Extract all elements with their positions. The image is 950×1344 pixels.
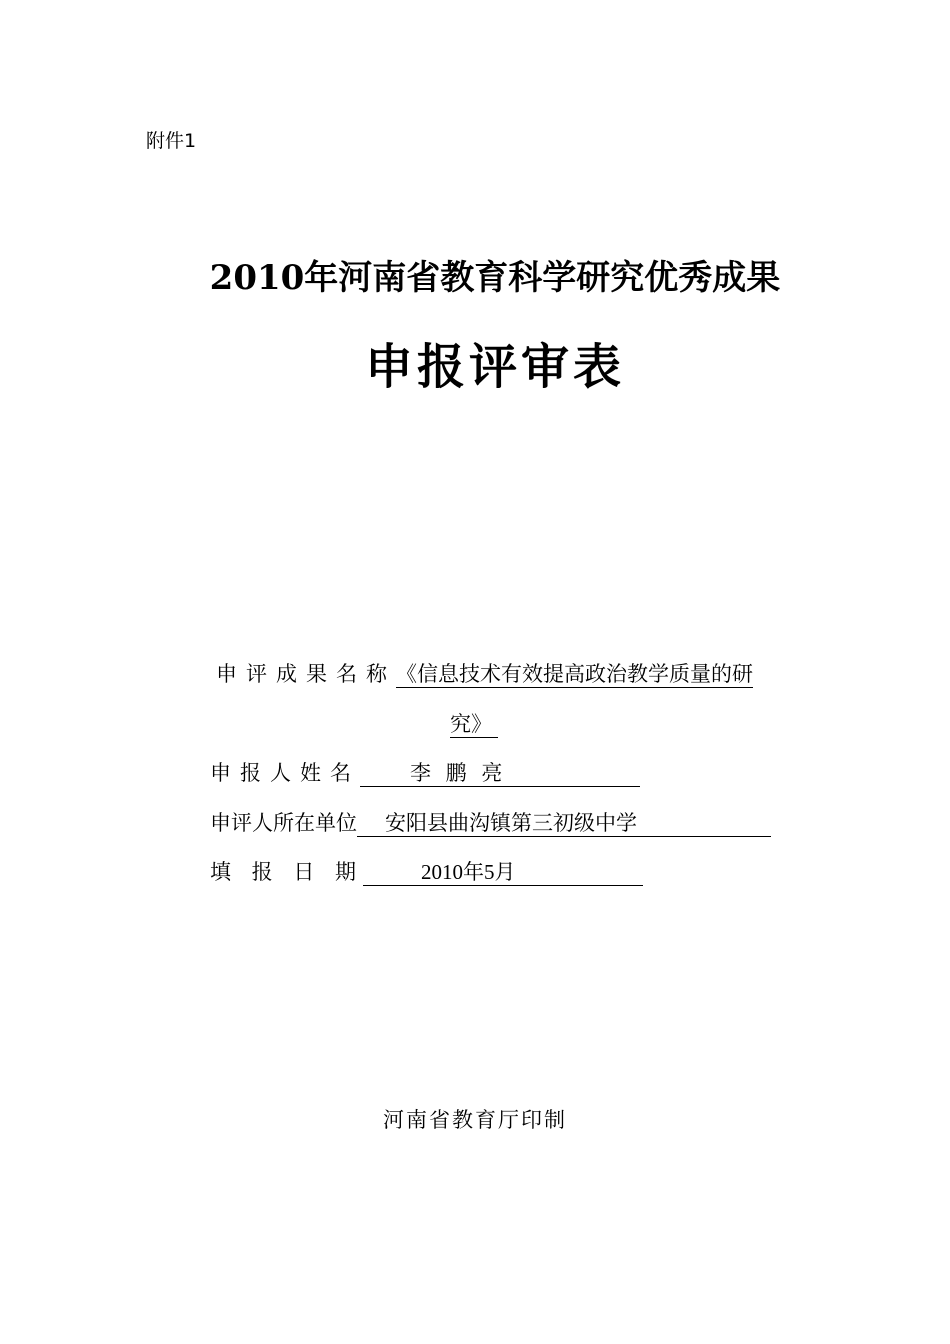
attachment-label: 附件1 (146, 130, 197, 152)
work-unit-field (357, 810, 771, 837)
work-unit-value: 安阳县曲沟镇第三初级中学 (385, 811, 637, 835)
applicant-name-value: 李 鹏 亮 (410, 761, 507, 785)
achievement-name-row-continued (450, 709, 498, 739)
achievement-name-value-line1 (396, 661, 753, 688)
fill-date-field (363, 859, 643, 886)
applicant-name-row (210, 758, 640, 788)
issuer-footer: 河南省教育厅印制 (383, 1108, 567, 1132)
document-subtitle: 申报评审表 (364, 339, 625, 395)
achievement-name-value-line2 (450, 711, 498, 738)
fill-date-row (210, 857, 643, 887)
achievement-name-text-2: 究》 (450, 712, 492, 736)
work-unit-row (210, 808, 771, 838)
applicant-name-label: 申报人姓名 (210, 761, 360, 785)
achievement-name-label: 申评成果名称 (216, 662, 396, 686)
fill-date-label: 填 报 日 期 (210, 860, 364, 884)
document-title: 2010年河南省教育科学研究优秀成果 (209, 258, 781, 298)
applicant-name-field (360, 760, 640, 787)
fill-date-value: 2010年5月 (421, 860, 516, 884)
work-unit-label: 申评人所在单位 (210, 811, 357, 835)
achievement-name-row (216, 659, 753, 689)
achievement-name-text-1: 《信息技术有效提高政治教学质量的研 (396, 662, 753, 686)
